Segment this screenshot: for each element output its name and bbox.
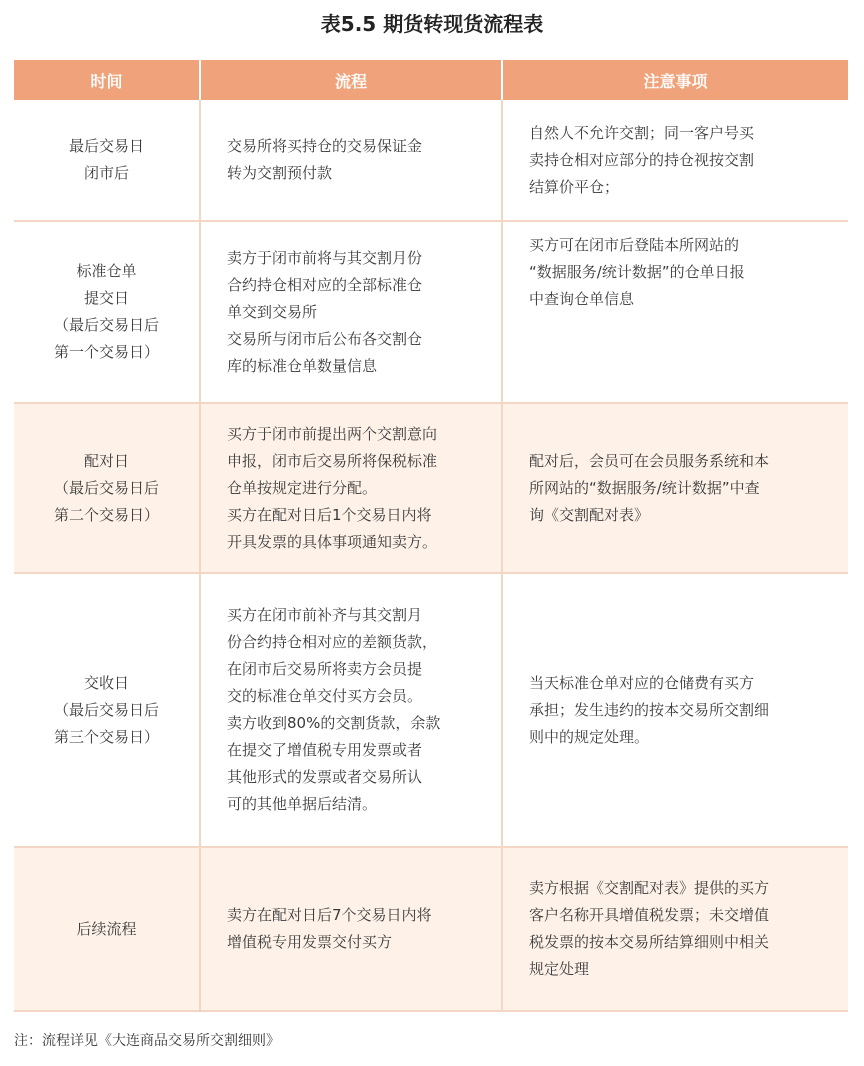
text-line: 第二个交易日）: [53, 505, 159, 524]
text-line: 卖持仓相对应部分的持仓视按交割: [529, 150, 755, 169]
time-cell: [14, 403, 200, 573]
notes-cell: [502, 847, 848, 1011]
table-row: [14, 847, 848, 1011]
text-line: 卖方于闭市前将与其交割月份: [227, 248, 423, 267]
text-line: 规定处理: [529, 960, 590, 978]
text-line: 合约持仓相对应的全部标准仓: [227, 275, 423, 294]
text-line: 申报，闭市后交易所将保税标准: [227, 451, 438, 470]
text-line: 在提交了增值税专用发票或者: [227, 741, 423, 759]
text-line: 买方可在闭市后登陆本所网站的: [529, 236, 740, 254]
process-cell: [200, 573, 502, 847]
text-line: 增值税专用发票交付买方: [227, 933, 393, 951]
table-row: [14, 403, 848, 573]
process-cell: [200, 847, 502, 1011]
text-line: 第三个交易日）: [53, 727, 159, 746]
text-line: 所网站的“数据服务/统计数据”中查: [529, 478, 760, 497]
text-line: 交易所与闭市后公布各交割仓: [227, 329, 423, 348]
text-line: 转为交割预付款: [227, 164, 333, 182]
time-cell: [14, 100, 200, 221]
time-cell: [14, 573, 200, 847]
header-notes: 注意事项: [502, 60, 848, 100]
header-time: 时间: [14, 60, 200, 100]
text-line: 仓单按规定进行分配。: [227, 478, 378, 497]
header-row: [14, 60, 848, 100]
text-line: 闭市后: [83, 164, 129, 182]
text-line: “数据服务/统计数据”的仓单日报: [529, 263, 745, 281]
text-line: 买方在闭市前补齐与其交割月: [227, 606, 423, 624]
process-cell: [200, 100, 502, 221]
text-line: 询《交割配对表》: [529, 505, 650, 524]
notes-cell: [502, 100, 848, 221]
notes-cell: [502, 573, 848, 847]
futures-to-spot-table: [14, 60, 848, 1012]
process-cell: [200, 221, 502, 403]
text-line: 标准仓单: [76, 262, 137, 280]
text-line: 卖方根据《交割配对表》提供的买方: [529, 879, 770, 897]
footnote: 注：流程详见《大连商品交易所交割细则》: [14, 1033, 280, 1049]
time-cell: [14, 847, 200, 1011]
time-cell: [14, 221, 200, 403]
text-line: 库的标准仓单数量信息: [227, 356, 378, 375]
text-line: 可的其他单据后结清。: [227, 795, 378, 813]
text-line: 交的标准仓单交付买方会员。: [227, 687, 423, 705]
text-line: 配对日: [83, 451, 129, 470]
text-line: 则中的规定处理。: [529, 727, 650, 746]
text-line: 卖方收到80%的交割货款，余款: [227, 714, 441, 732]
text-line: 配对后，会员可在会员服务系统和本: [529, 451, 770, 470]
table-row: [14, 221, 848, 403]
text-line: 中查询仓单信息: [529, 290, 635, 308]
text-line: 自然人不允许交割；同一客户号买: [529, 123, 755, 142]
text-line: 承担；发生违约的按本交易所交割细: [529, 700, 770, 719]
text-line: 最后交易日: [68, 137, 144, 155]
text-line: 买方于闭市前提出两个交割意向: [227, 424, 438, 443]
text-line: 买方在配对日后1个交易日内将: [227, 505, 432, 524]
text-line: 客户名称开具增值税发票；未交增值: [529, 906, 770, 924]
table-title: 表5.5 期货转现货流程表: [320, 12, 544, 36]
notes-cell: [502, 403, 848, 573]
text-line: 结算价平仓；: [529, 177, 620, 196]
table-row: [14, 573, 848, 847]
notes-cell: [502, 221, 848, 403]
text-line: 第一个交易日）: [53, 343, 159, 361]
text-line: 交易所将买持仓的交易保证金: [227, 137, 423, 155]
text-line: （最后交易日后: [53, 700, 159, 719]
text-line: 提交日: [83, 289, 129, 307]
text-line: 其他形式的发票或者交易所认: [227, 768, 423, 786]
table-row: [14, 100, 848, 221]
text-line: 税发票的按本交易所结算细则中相关: [529, 933, 770, 951]
header-process: 流程: [200, 60, 502, 100]
text-line: 份合约持仓相对应的差额货款，: [227, 633, 438, 651]
text-line: （最后交易日后: [53, 316, 159, 334]
text-line: 开具发票的具体事项通知卖方。: [227, 532, 438, 551]
text-line: （最后交易日后: [53, 478, 159, 497]
text-line: 在闭市后交易所将卖方会员提: [227, 660, 423, 678]
text-line: 交收日: [83, 673, 129, 692]
text-line: 卖方在配对日后7个交易日内将: [227, 906, 432, 924]
text-line: 后续流程: [76, 919, 137, 938]
text-line: 单交到交易所: [227, 302, 318, 321]
process-cell: [200, 403, 502, 573]
text-line: 当天标准仓单对应的仓储费有买方: [529, 673, 755, 692]
